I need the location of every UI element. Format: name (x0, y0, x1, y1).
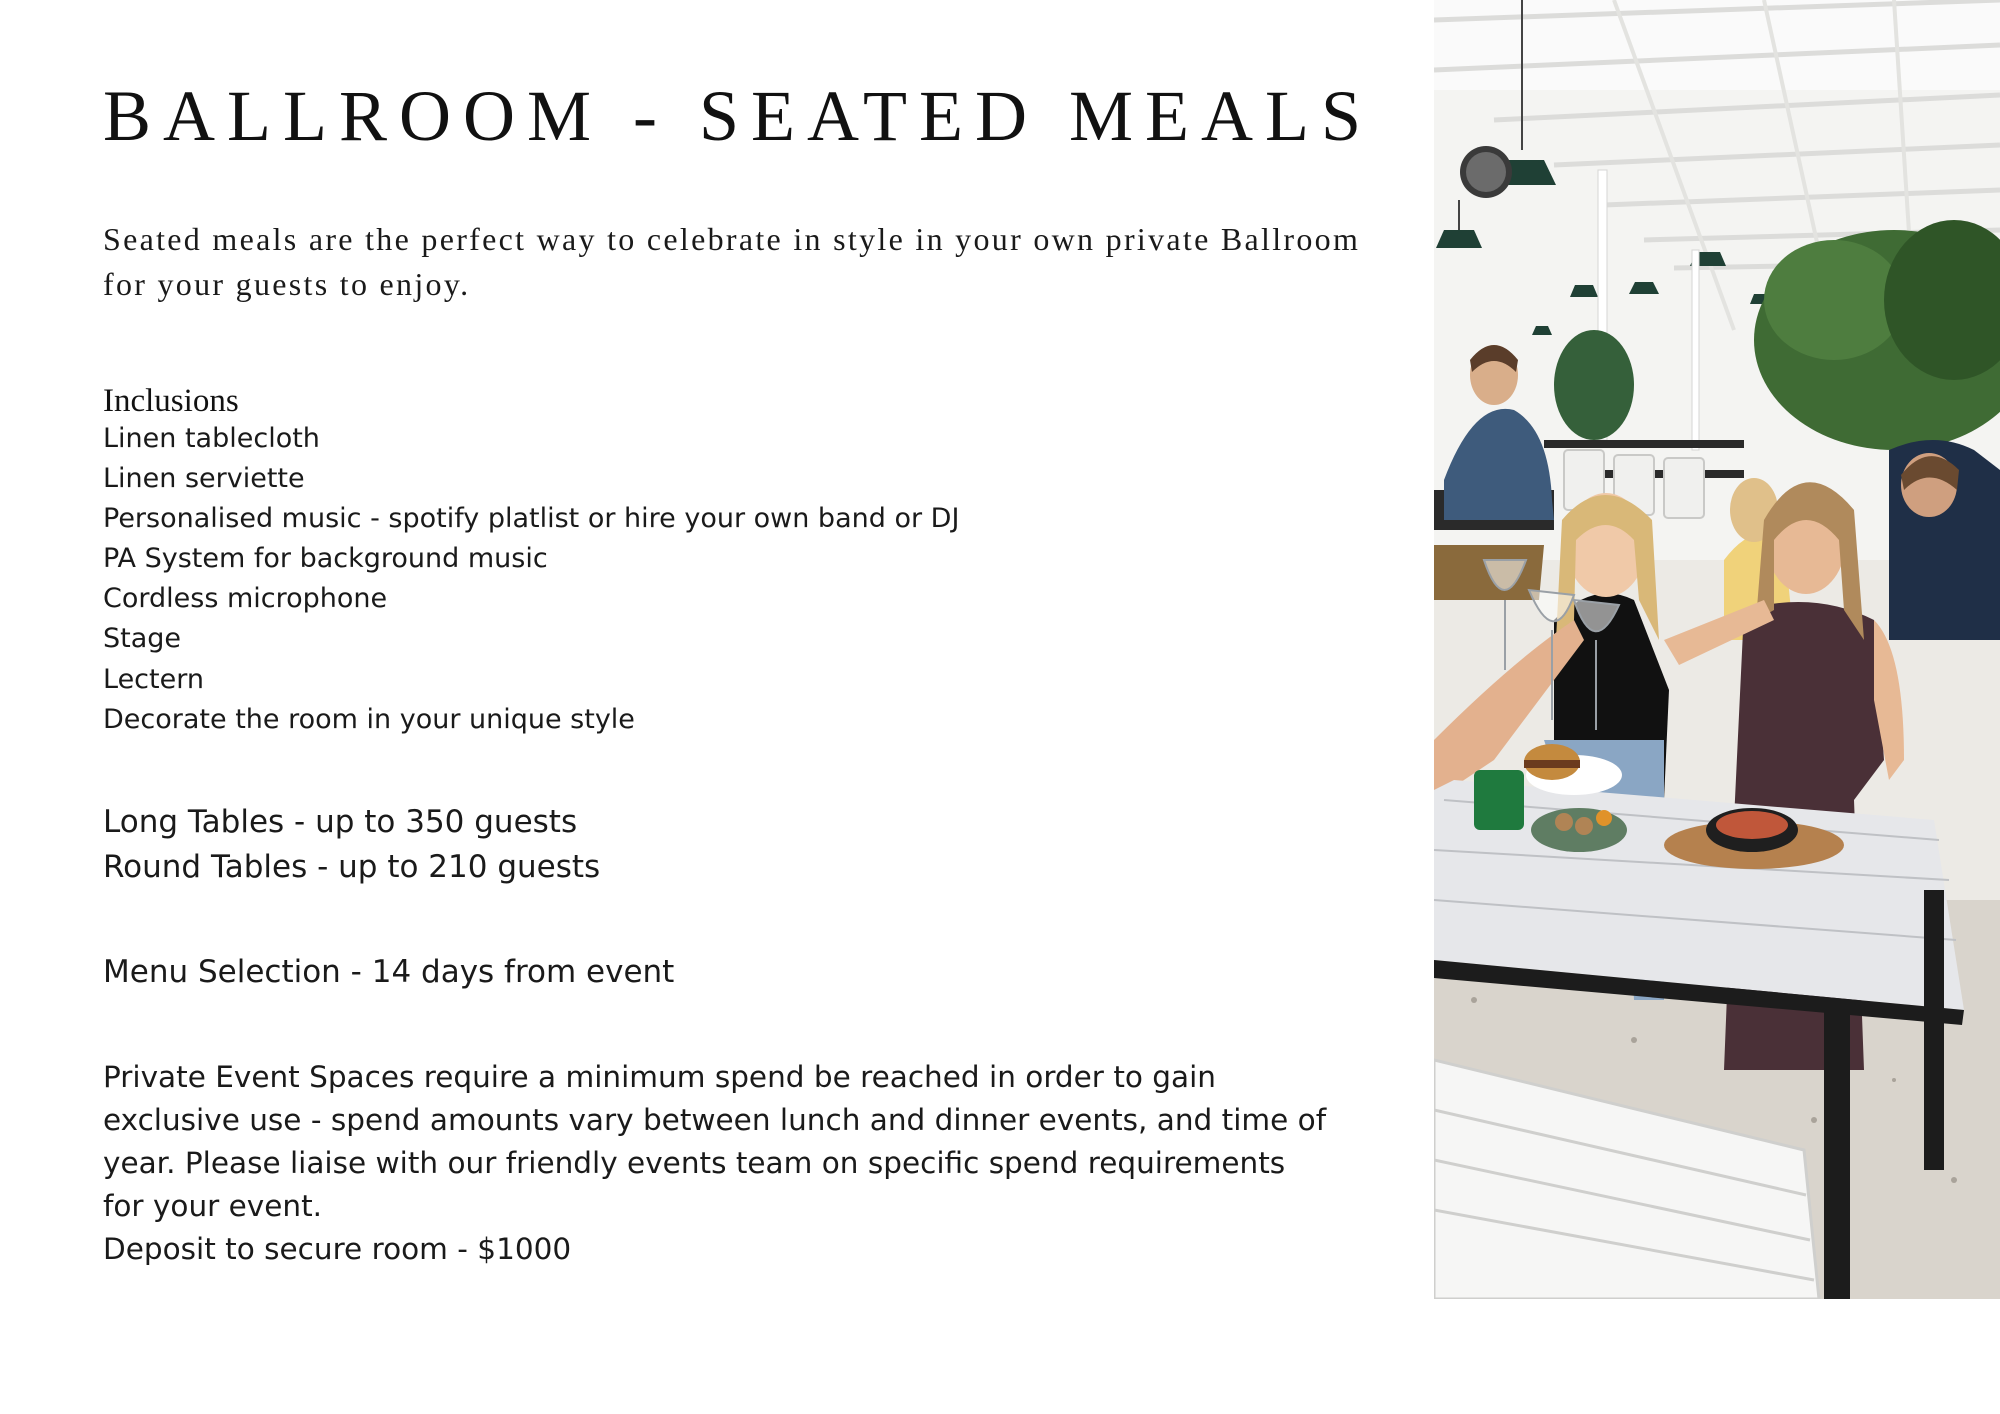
inclusion-item: Linen tablecloth (103, 423, 320, 454)
inclusion-item: Decorate the room in your unique style (103, 703, 635, 735)
capacity-list (103, 800, 600, 890)
deposit-text: Deposit to secure room - $1000 (103, 1232, 572, 1266)
inclusion-item: PA System for background music (103, 543, 548, 575)
inclusion-item: Lectern (103, 663, 204, 695)
round-tables-capacity: Round Tables - up to 210 guests (103, 849, 601, 885)
intro-text: Seated meals are the perfect way to celebrate in style in your own private Ballroom for your guests to enjoy. (103, 221, 1361, 302)
inclusion-item: Stage (103, 623, 182, 655)
page-title: BALLROOM - SEATED MEALS (103, 76, 1374, 156)
menu-selection-note: Menu Selection - 14 days from event (103, 954, 675, 990)
inclusion-item: Cordless microphone (103, 583, 388, 615)
long-tables-capacity: Long Tables - up to 350 guests (103, 804, 578, 840)
inclusions-list (103, 419, 959, 740)
inclusion-item: Personalised music - spotify platlist or hire your own band or DJ (103, 503, 960, 535)
inclusion-item: Linen serviette (103, 463, 305, 495)
inclusions-heading: Inclusions (103, 383, 239, 419)
minimum-spend-text: Private Event Spaces require a minimum spend be reached in order to gain exclusive use - spend amounts vary between lunch and dinner events, and time of year. Please liaise with our friendly events team on specific spend requirements for your event. (103, 1060, 1327, 1223)
friends-dining-photo (1434, 0, 2000, 1299)
